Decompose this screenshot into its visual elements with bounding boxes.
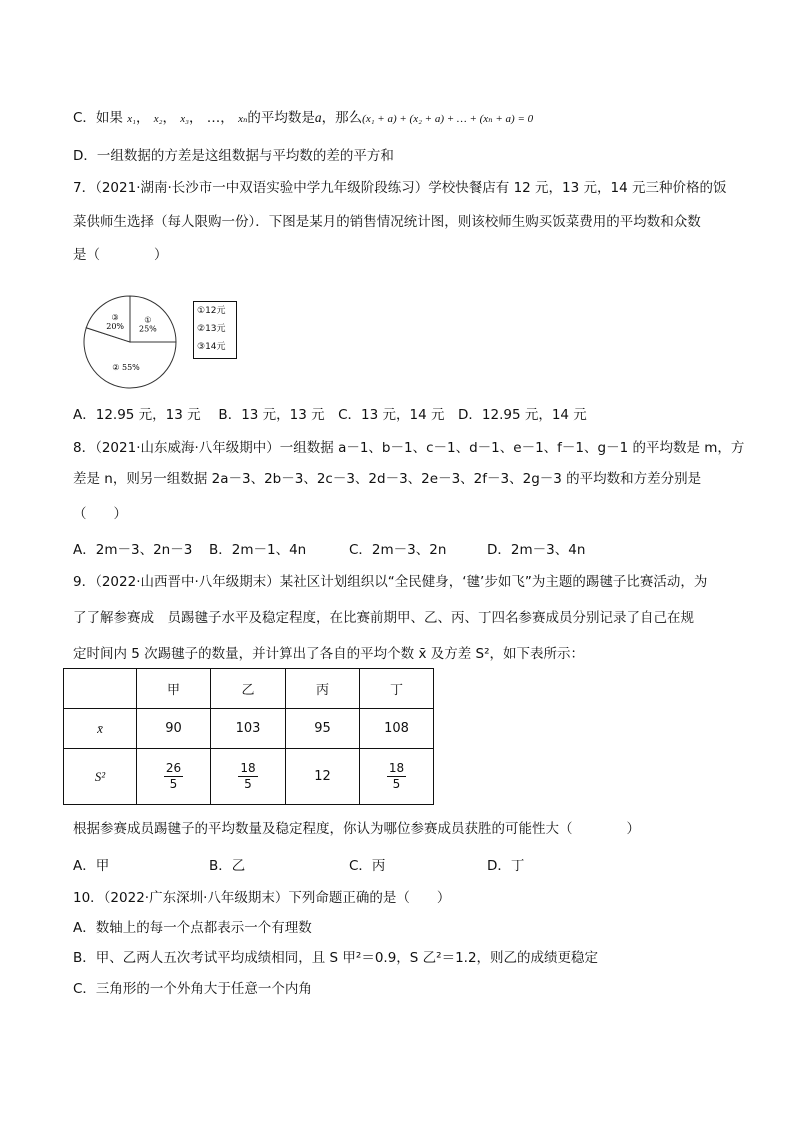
table-row-mean [64, 709, 434, 749]
var-a: a [314, 110, 322, 125]
numerator: 18 [388, 761, 405, 775]
q10-option-b: B．甲、乙两人五次考试平均成绩相同，且 S 甲²＝0.9，S 乙²＝1.2，则乙的成绩更稳定 [73, 950, 599, 966]
header-jia: 甲 [137, 669, 211, 709]
legend-item-2: ②13元 [197, 324, 226, 334]
cell-mean-yi: 103 [211, 709, 286, 749]
q6-optc-then: ，那么 [321, 110, 363, 126]
cell-mean-jia: 90 [137, 709, 211, 749]
q7-stem-line3: 是（ ） [73, 247, 168, 263]
row-label-mean: x̄ [64, 709, 137, 749]
q7-stem-line2: 菜供师生选择（每人限购一份）．下图是某月的销售情况统计图，则该校师生购买饭菜费用的平均数和众数 [73, 214, 701, 230]
q9-option-c: C．丙 [349, 858, 386, 874]
cell-var-yi [211, 749, 286, 805]
q9-stem-line2: 了了解参赛成 员踢毽子水平及稳定程度，在比赛前期甲、乙、丙、丁四名参赛成员分别记录了自己在规 [73, 610, 694, 626]
numerator: 26 [165, 761, 182, 775]
legend-item-1: ①12元 [197, 306, 226, 316]
cell-var-jia [137, 749, 211, 805]
legend-item-3: ③14元 [197, 342, 226, 352]
q8-option-d: D．2m－3、4n [487, 542, 586, 558]
q8-options [73, 538, 585, 558]
table-row-variance [64, 749, 434, 805]
denominator: 5 [169, 777, 178, 791]
q8-option-b: B．2m－1、4n [209, 542, 307, 558]
q9-option-d: D．丁 [487, 858, 525, 874]
var-x1: x₁ [127, 113, 136, 125]
var-x2: x₂ [153, 113, 163, 125]
pie-legend [193, 301, 237, 359]
q10-option-a: A．数轴上的每一个点都表示一个有理数 [73, 920, 312, 936]
q9-options [73, 854, 524, 874]
q8-stem-line3: （ ） [73, 506, 127, 522]
q9-option-a: A．甲 [73, 858, 110, 874]
fraction [387, 761, 406, 792]
q6-optc-prefix: C．如果 [73, 110, 123, 126]
q7-stem-line1: 7．（2021·湖南·长沙市一中双语实验中学九年级阶段练习）学校快餐店有 12 元，13 元，14 元三种价格的饭 [73, 180, 727, 196]
q9-question: 根据参赛成员踢毽子的平均数量及稳定程度，你认为哪位参赛成员获胜的可能性大（ ） [73, 821, 640, 837]
q6-optc-formula: (x₁ + a) + (x₂ + a) + … + (xₙ + a) = 0 [362, 113, 534, 125]
q9-stem-line1: 9．（2022·山西晋中·八年级期末）某社区计划组织以“全民健身，‘毽’步如飞”为主题的踢毽子比赛活动，为 [73, 574, 708, 590]
cell-mean-ding: 108 [360, 709, 434, 749]
q7-options: A．12.95 元，13 元 B．13 元，13 元 C．13 元，14 元 D．12.95 元，14 元 [73, 407, 587, 423]
numerator: 18 [240, 761, 256, 775]
pie-label-1: ① 25% [138, 315, 157, 334]
q8-stem-line2: 差是 n，则另一组数据 2a－3、2b－3、2c－3、2d－3、2e－3、2f－3、2g－3 的平均数和方差分别是 [73, 471, 702, 487]
q10-stem: 10．（2022·广东深圳·八年级期末）下列命题正确的是（ ） [73, 890, 451, 906]
pie-label-2: ② 55% [112, 362, 140, 372]
var-x3: x₃ [180, 113, 189, 125]
cell-mean-bing: 95 [286, 709, 360, 749]
denominator: 5 [392, 777, 401, 791]
row-label-variance: S² [64, 749, 137, 805]
fraction [238, 761, 257, 792]
ellipsis: … [206, 110, 221, 126]
q9-data-table [63, 668, 434, 805]
table-header-row [64, 669, 434, 709]
denominator: 5 [244, 777, 252, 791]
q10-option-c: C．三角形的一个外角大于任意一个内角 [73, 981, 312, 997]
q6-option-d: D．一组数据的方差是这组数据与平均数的差的平方和 [73, 148, 394, 164]
header-bing: 丙 [286, 669, 360, 709]
q9-stem-line3: 定时间内 5 次踢毽子的数量，并计算出了各自的平均个数 x̄ 及方差 S²，如下表所示： [73, 646, 585, 662]
pie-slice-1 [130, 296, 176, 342]
q8-stem-line1: 8．（2021·山东威海·八年级期中）一组数据 a－1、b－1、c－1、d－1、e－1、f－1、g－1 的平均数是 m，方 [73, 440, 745, 456]
header-ding: 丁 [360, 669, 434, 709]
cell-var-bing: 12 [286, 749, 360, 805]
pie-label-3: ③ 20% [106, 313, 125, 332]
table-corner-cell [64, 669, 137, 709]
q8-option-c: C．2m－3、2n [349, 542, 447, 558]
q6-optc-mid: 的平均数是 [247, 110, 315, 126]
q8-option-a: A．2m－3、2n－3 [73, 542, 193, 558]
fraction [164, 761, 183, 792]
pie-chart [80, 292, 180, 392]
q6-option-c: C．如果 x₁， x₂， x₃， …， xₙ的平均数是a，那么(x₁ + a) + (x₂ + a) + … + (xₙ + a) = 0 [73, 110, 534, 126]
q9-option-b: B．乙 [209, 858, 246, 874]
header-yi: 乙 [211, 669, 286, 709]
cell-var-ding [360, 749, 434, 805]
var-xn: xₙ [238, 113, 248, 125]
